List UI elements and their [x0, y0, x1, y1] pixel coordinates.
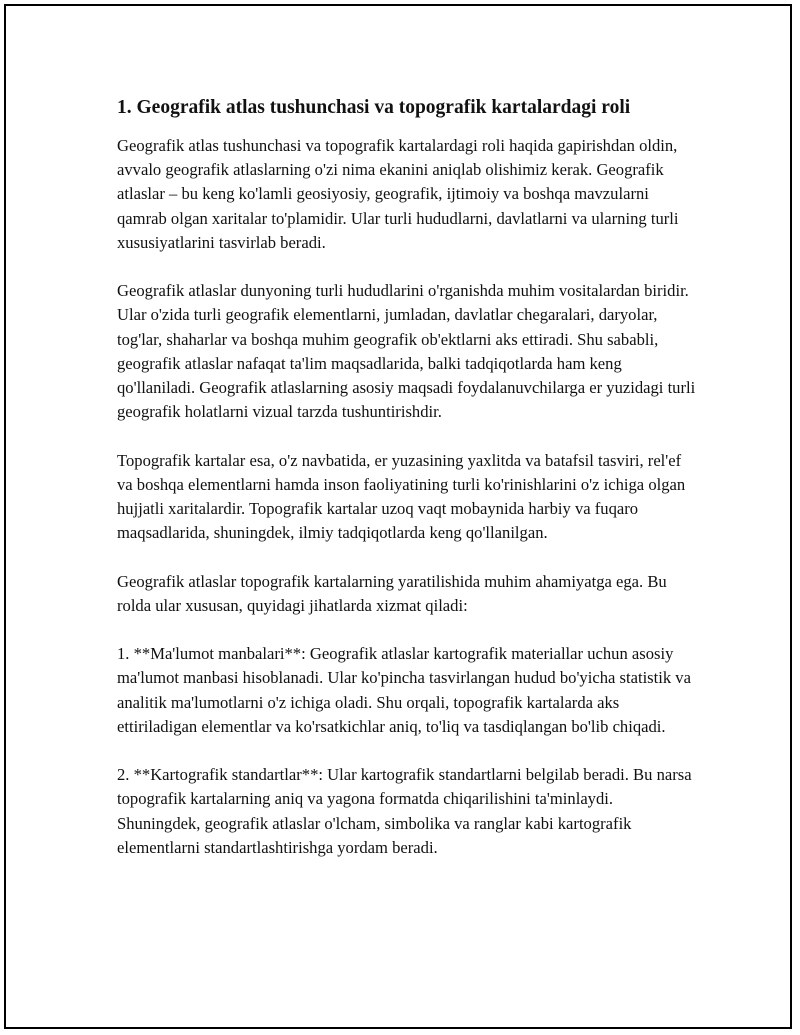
section-heading: 1. Geografik atlas tushunchasi va topografik kartalardagi roli	[117, 97, 631, 118]
document-body	[117, 96, 697, 884]
list-item-data-sources: 1. **Ma'lumot manbalari**: Geografik atlaslar kartografik materiallar uchun asosiy ma'lumot manbasi hisoblanadi. Ular ko'pincha tasvirlangan hudud bo'yicha statistik va analitik ma'lumotlarni o'z ichiga oladi. Shu orqali, topografik kartalarda aks ettiriladigan elementlar va ko'rsatkichlar aniq, to'liq va tasdiqlangan bo'lib chiqadi.	[117, 644, 691, 736]
paragraph-intro: Geografik atlas tushunchasi va topografik kartalardagi roli haqida gapirishdan oldin, avvalo geografik atlaslarning o'zi nima ekanini aniqlab olishimiz kerak. Geografik atlaslar – bu keng ko'lamli geosiyosiy, geografik, ijtimoiy va boshqa mavzularni qamrab olgan xaritalar to'plamidir. Ular turli hududlarni, davlatlarni va ularning turli xususiyatlarini tasvirlab beradi.	[117, 136, 679, 252]
paragraph-topographic-maps: Topografik kartalar esa, o'z navbatida, er yuzasining yaxlitda va batafsil tasviri, rel'ef va boshqa elementlarni hamda inson faoliyatining turli ko'rinishlarini o'z ichiga olgan hujjatli xaritalardir. Topografik kartalar uzoq vaqt mobaynida harbiy va fuqaro maqsadlarida, shuningdek, ilmiy tadqiqotlarda keng qo'llanilgan.	[117, 450, 686, 543]
list-item-cartographic-standards: 2. **Kartografik standartlar**: Ular kartografik standartlarni belgilab beradi. Bu narsa topografik kartalarning aniq va yagona formatda chiqarilishini ta'minlaydi. Shuningdek, geografik atlaslar o'lcham, simbolika va ranglar kabi kartografik elementlarni standartlashtirishga yordam beradi.	[117, 765, 692, 857]
paragraph-atlas-role: Geografik atlaslar topografik kartalarning yaratilishida muhim ahamiyatga ega. Bu rolda ular xususan, quyidagi jihatlarda xizmat qiladi:	[117, 571, 667, 615]
paragraph-atlas-purpose: Geografik atlaslar dunyoning turli hududlarini o'rganishda muhim vositalardan biridir. Ular o'zida turli geografik elementlarni, jumladan, davlatlar chegaralari, daryolar, tog'lar, shaharlar va boshqa muhim geografik ob'ektlarni aks ettiradi. Shu sababli, geografik atlaslar nafaqat ta'lim maqsadlarida, balki tadqiqotlarda ham keng qo'llaniladi. Geografik atlaslarning asosiy maqsadi foydalanuvchilarga er yuzidagi turli geografik holatlarni vizual tarzda tushuntirishdir.	[117, 281, 696, 422]
